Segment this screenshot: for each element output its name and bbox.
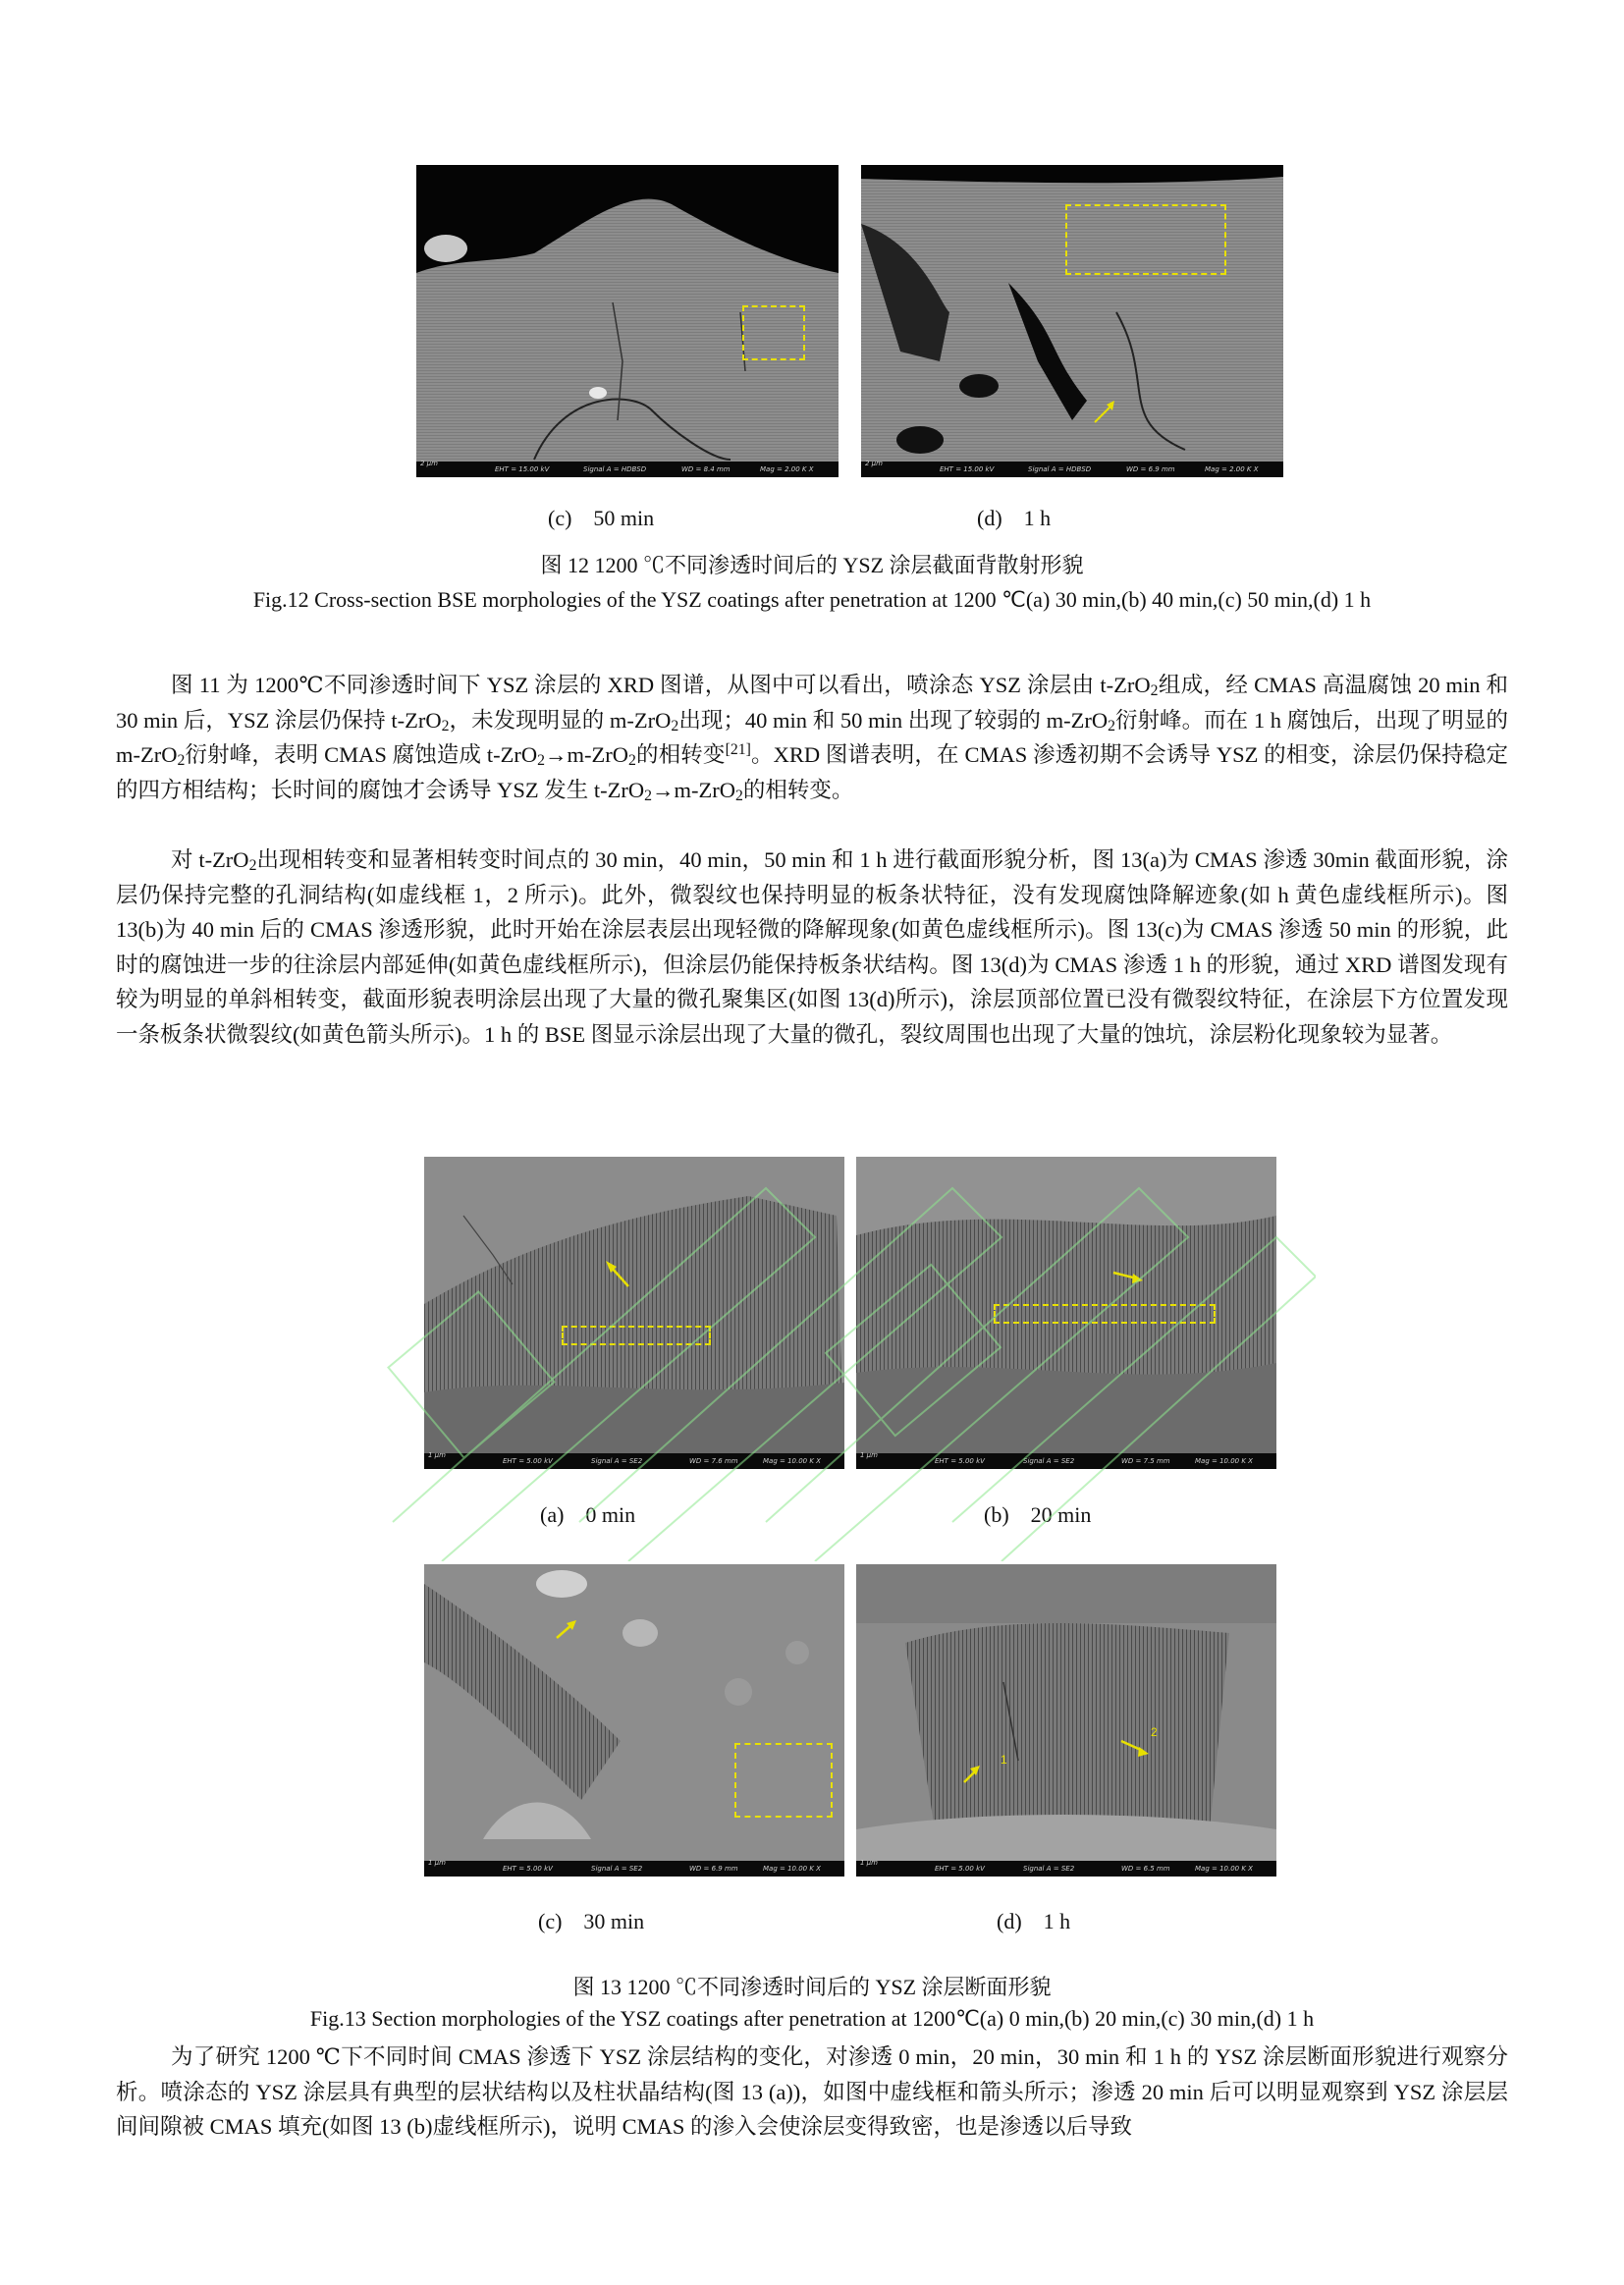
signal-label: Signal A = SE2 — [591, 1457, 643, 1465]
mag-label: Mag = 10.00 K X — [1195, 1457, 1253, 1465]
fig12-caption-en: Fig.12 Cross-section BSE morphologies of the YSZ coatings after penetration at 1200 ℃(a) 30 min,(b) 40 min,(c) 50 min,(d) 1 h — [252, 587, 1372, 612]
paragraph-xrd: 图 11 为 1200℃不同渗透时间下 YSZ 涂层的 XRD 图谱，从图中可以看出，喷涂态 YSZ 涂层由 t-ZrO$_2$组成，经 CMAS 高温腐蚀 20 min 和 30 min 后，YSZ 涂层仍保持 t-ZrO$_2$，未发现明显的 m-ZrO$_2$出现；40 min 和 50 min 出现了较弱的 m-ZrO$_2$衍射峰。而在 1 h 腐蚀后，出现了明显的 m-ZrO$_2$衍射峰，表明 CMAS 腐蚀造成 t-ZrO$_2$→m-ZrO$_2$的相转变[21]。XRD 图谱表明，在 CMAS 渗透初期不会诱导 YSZ 的相变，涂层仍保持稳定的四方相结构；长时间的腐蚀才会诱导 YSZ 发生 t-ZrO$_2$→m-ZrO$_2$的相转变。 — [116, 673, 1509, 804]
mag-label: Mag = 2.00 K X — [1205, 465, 1259, 473]
sem-info-bar — [424, 1861, 844, 1877]
highlight-box — [734, 1743, 833, 1818]
fig13-label-c: (c) 30 min — [538, 1909, 645, 1933]
eht-label: EHT = 5.00 kV — [935, 1457, 985, 1465]
eht-label: EHT = 5.00 kV — [935, 1865, 985, 1873]
sem-info-bar — [416, 462, 839, 477]
fig13-label-a: (a) 0 min — [540, 1502, 636, 1527]
wd-label: WD = 6.9 mm — [689, 1865, 738, 1873]
fig12-label-d: (d) 1 h — [977, 506, 1052, 530]
signal-label: Signal A = SE2 — [1023, 1457, 1075, 1465]
fig13-image-b — [856, 1157, 1276, 1469]
fig13-caption-en: Fig.13 Section morphologies of the YSZ coatings after penetration at 1200℃(a) 0 min,(b) 20 min,(c) 30 min,(d) 1 h — [309, 2006, 1315, 2031]
eht-label: EHT = 15.00 kV — [940, 465, 995, 473]
scale-label: 1 μm — [428, 1451, 446, 1459]
paragraph-cross-section: 对 t-ZrO$_2$出现相转变和显著相转变时间点的 30 min，40 min，50 min 和 1 h 进行截面形貌分析，图 13(a)为 CMAS 渗透 30min 截面形貌，涂层仍保持完整的孔洞结构(如虚线框 1，2 所示)。此外，微裂纹也保持明显的板条状特征，没有发现腐蚀降解迹象(如 h 黄色虚线框所示)。图 13(b)为 40 min 后的 CMAS 渗透形貌，此时开始在涂层表层出现轻微的降解现象(如黄色虚线框所示)。图 13(c)为 CMAS 渗透 50 min 的形貌，此时的腐蚀进一步的往涂层内部延伸(如黄色虚线框所示)，但涂层仍能保持板条状结构。图 13(d)为 CMAS 渗透 1 h 的形貌，通过 XRD 谱图发现有较为明显的单斜相转变，截面形貌表明涂层出现了大量的微孔聚集区(如图 13(d)所示)，涂层顶部位置已没有微裂纹特征，在涂层下方位置发现一条板条状微裂纹(如黄色箭头所示)。1 h 的 BSE 图显示涂层出现了大量的微孔，裂纹周围也出现了大量的蚀坑，涂层粉化现象较为显著。 — [116, 847, 1509, 1047]
scale-label: 2 μm — [420, 460, 438, 467]
signal-label: Signal A = SE2 — [591, 1865, 643, 1873]
sem-info-bar — [424, 1453, 844, 1469]
fig12-image-c — [416, 165, 839, 477]
fig12-image-d — [861, 165, 1283, 477]
highlight-box — [994, 1304, 1216, 1324]
highlight-box — [1065, 204, 1226, 275]
fig13-image-d — [856, 1564, 1276, 1877]
wd-label: WD = 6.5 mm — [1121, 1865, 1170, 1873]
signal-label: Signal A = HDBSD — [1028, 465, 1092, 473]
mag-label: Mag = 10.00 K X — [763, 1457, 821, 1465]
eht-label: EHT = 15.00 kV — [495, 465, 550, 473]
marker-2: 2 — [1151, 1725, 1158, 1739]
scale-label: 2 μm — [865, 460, 883, 467]
marker-1: 1 — [1001, 1753, 1007, 1767]
fig13-label-b: (b) 20 min — [984, 1502, 1092, 1527]
eht-label: EHT = 5.00 kV — [503, 1457, 553, 1465]
sem-info-bar — [861, 462, 1283, 477]
sem-info-bar — [856, 1861, 1276, 1877]
scale-label: 1 μm — [428, 1859, 446, 1867]
wd-label: WD = 7.6 mm — [689, 1457, 738, 1465]
highlight-box — [562, 1326, 711, 1345]
fig12-caption-cn: 图 12 1200 ℃不同渗透时间后的 YSZ 涂层截面背散射形貌 — [540, 553, 1084, 577]
wd-label: WD = 7.5 mm — [1121, 1457, 1170, 1465]
scale-label: 1 μm — [860, 1859, 878, 1867]
fig13-caption-cn: 图 13 1200 ℃不同渗透时间后的 YSZ 涂层断面形貌 — [572, 1975, 1052, 1999]
fig12-label-c: (c) 50 min — [548, 506, 655, 530]
wd-label: WD = 8.4 mm — [681, 465, 731, 473]
wd-label: WD = 6.9 mm — [1126, 465, 1175, 473]
signal-label: Signal A = SE2 — [1023, 1865, 1075, 1873]
mag-label: Mag = 2.00 K X — [760, 465, 814, 473]
sem-info-bar — [856, 1453, 1276, 1469]
fig13-image-a — [424, 1157, 844, 1469]
mag-label: Mag = 10.00 K X — [1195, 1865, 1253, 1873]
signal-label: Signal A = HDBSD — [583, 465, 647, 473]
eht-label: EHT = 5.00 kV — [503, 1865, 553, 1873]
scale-label: 1 μm — [860, 1451, 878, 1459]
paragraph-section-analysis: 为了研究 1200 ℃下不同时间 CMAS 渗透下 YSZ 涂层结构的变化，对渗透 0 min，20 min，30 min 和 1 h 的 YSZ 涂层断面形貌进行观察分析。喷涂态的 YSZ 涂层具有典型的层状结构以及柱状晶结构(图 13 (a))，如图中虚线框和箭头所示；渗透 20 min 后可以明显观察到 YSZ 涂层层间间隙被 CMAS 填充(如图 13 (b)虚线框所示)，说明 CMAS 的渗入会使涂层变得致密，也是渗透以后导致 — [116, 2044, 1508, 2139]
fig13-image-c — [424, 1564, 844, 1877]
highlight-box — [742, 305, 805, 360]
mag-label: Mag = 10.00 K X — [763, 1865, 821, 1873]
fig13-label-d: (d) 1 h — [997, 1909, 1071, 1933]
